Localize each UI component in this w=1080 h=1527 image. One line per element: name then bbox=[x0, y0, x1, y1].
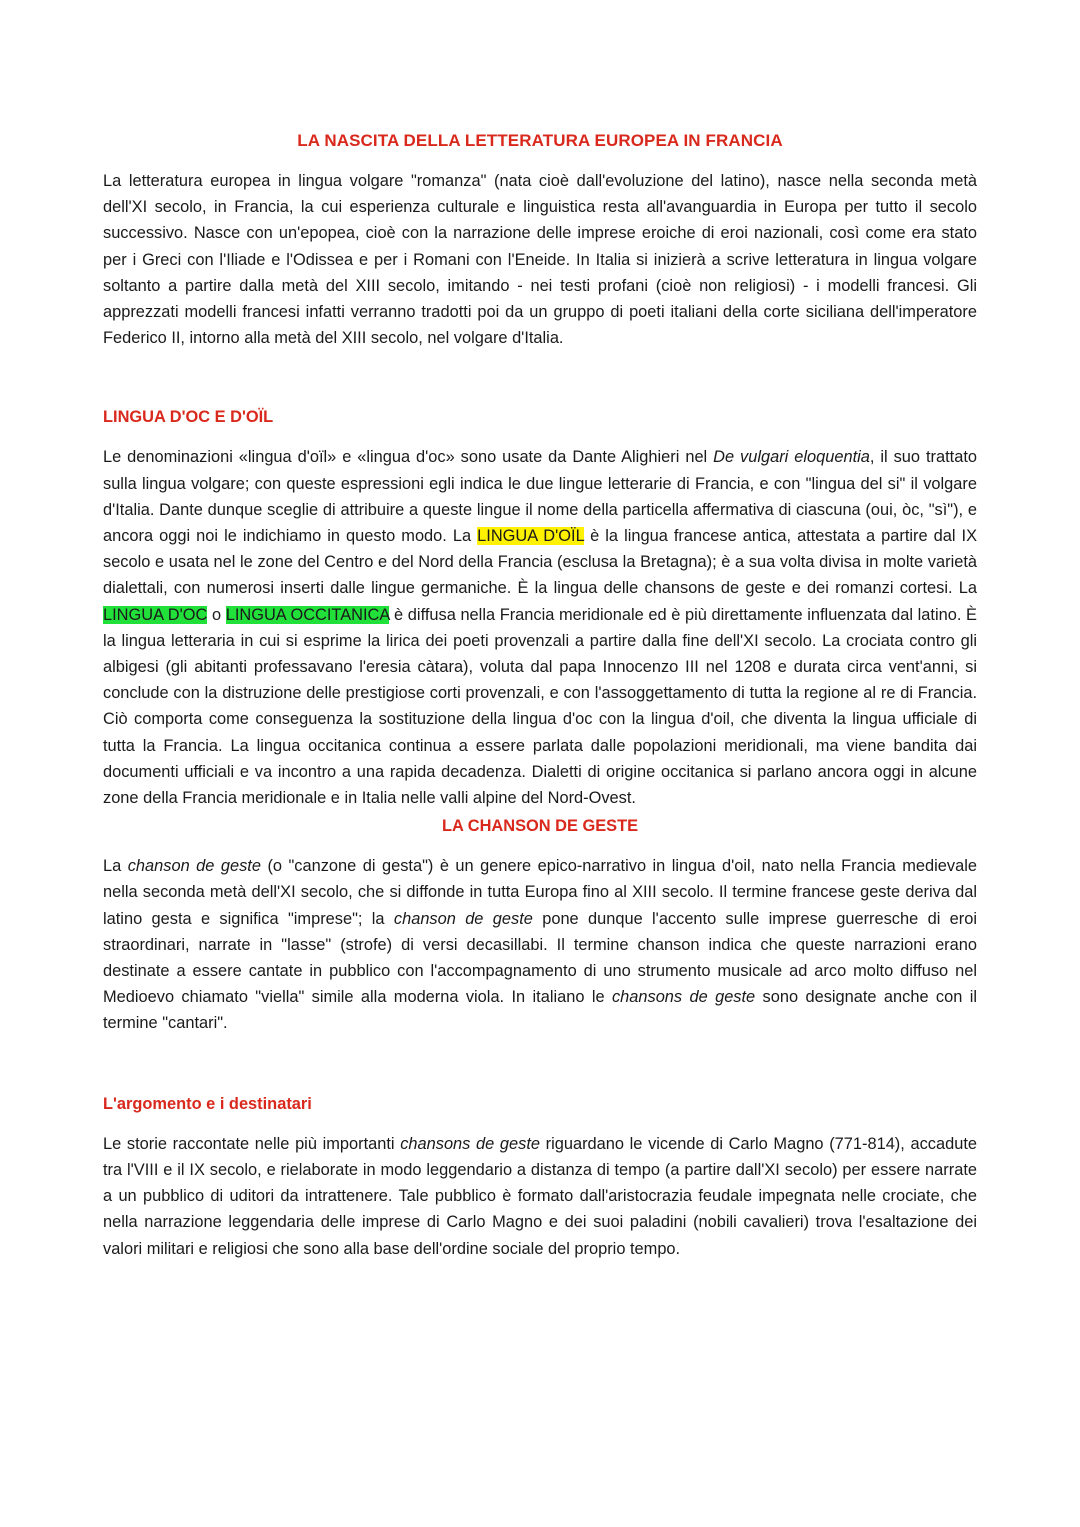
text-run: La bbox=[103, 857, 128, 876]
italic-title: De vulgari eloquentia bbox=[713, 448, 870, 467]
text-run: (o "canzone di gesta") è un genere epico-narrativo in lingua d'oil, nato nella Francia medievale nella seconda metà dell'XI secolo, che si diffonde in tutta Europa fino al XIII secolo. Il termine francese geste deriva dal latino gesta e significa "imprese"; la bbox=[103, 857, 977, 928]
text-run: è diffusa nella Francia meridionale ed è più direttamente influenzata dal latino. È la lingua letteraria in cui si esprime la lirica dei poeti provenzali a partire dalla fine dell'XI secolo. La crociata contro gli albigesi (gli abitanti professavano l'eresia càtara), voluta dal papa Innocenzo III nel 1208 e durata circa vent'anni, si conclude con la distruzione delle prestigiose corti provenzali, e con l'assoggettamento di tutta la regione al re di Francia. Ciò comporta come conseguenza la sostituzione della lingua d'oc con la lingua d'oil, che diventa la lingua ufficiale di tutta la Francia. La lingua occitanica continua a essere parlata dalle popolazioni meridionali, ma viene bandita dai documenti ufficiali e va incontro a una rapida decadenza. Dialetti di origine occitanica si parlano ancora oggi in alcune zone della Francia meridionale e in Italia nelle valli alpine del Nord-Ovest. bbox=[103, 605, 977, 808]
italic-term: chansons de geste bbox=[611, 988, 756, 1007]
chanson-paragraph bbox=[103, 853, 977, 1036]
text-run: sono designate anche con il termine "cantari". bbox=[103, 988, 978, 1033]
text-run: è la lingua francese antica, attestata a partire dal IX secolo e usata nel le zone del Centro e del Nord della Francia (esclusa la Bretagna); è a sua volta divisa in molte varietà dialettali, con numerosi inserti dalle lingue germaniche. È la lingua delle chansons de geste e dei romanzi cortesi. La bbox=[103, 527, 978, 598]
argomento-paragraph bbox=[103, 1131, 977, 1262]
text-run: , il suo trattato sulla lingua volgare; con queste espressioni egli indica le due lingue letterarie di Francia, e con "lingua del si" il volgare d'Italia. Dante dunque sceglie di attribuire a queste lingue il nome della particella affermativa di ciascuna (oui, òc, "sì"), e ancora oggi noi le indichiamo in questo modo. La bbox=[103, 448, 977, 546]
highlight-lingua-oil: LINGUA D'OÏL bbox=[477, 527, 585, 546]
highlight-lingua-occitanica: LINGUA OCCITANICA bbox=[225, 605, 390, 624]
italic-term: chanson de geste bbox=[393, 909, 533, 928]
section-heading-lingua: LINGUA D'OC E D'OÏL bbox=[103, 408, 274, 427]
text-run: o bbox=[207, 605, 226, 624]
document-title: LA NASCITA DELLA LETTERATURA EUROPEA IN FRANCIA bbox=[297, 131, 783, 150]
text-run: pone dunque l'accento sulle imprese guerresche di eroi straordinari, narrate in "lasse" (strofe) di versi decasillabi. Il termine chanson indica che queste narrazioni erano destinate a essere cantate in pubblico con l'accompagnamento di uno strumento musicale ad arco molto diffuso nel Medioevo chiamato "viella" simile alla moderna viola. In italiano le bbox=[103, 909, 978, 1007]
text-run: Le storie raccontate nelle più importanti bbox=[103, 1134, 401, 1153]
document-page bbox=[103, 128, 977, 1262]
text-run: riguardano le vicende di Carlo Magno (771-814), accadute tra l'VIII e il IX secolo, e rielaborate in modo leggendario a distanza di tempo (a partire dall'XI secolo) per essere narrate a un pubblico di uditori da intrattenere. Tale pubblico è formato dall'aristocrazia feudale impegnata nelle crociate, che nella narrazione leggendaria delle imprese di Carlo Magno e dei suoi paladini (nobili cavalieri) trova l'esaltazione dei valori militari e religiosi che sono alla base dell'ordine sociale del proprio tempo. bbox=[103, 1134, 977, 1258]
italic-term: chansons de geste bbox=[400, 1134, 540, 1153]
text-run: Le denominazioni «lingua d'oïl» e «lingua d'oc» sono usate da Dante Alighieri nel bbox=[103, 448, 714, 467]
section-heading-argomento: L'argomento e i destinatari bbox=[103, 1094, 312, 1113]
intro-paragraph: La letteratura europea in lingua volgare "romanza" (nata cioè dall'evoluzione del latino), nasce nella seconda metà dell'XI secolo, in Francia, la cui esperienza culturale e linguistica resta all'avanguardia in Europa per tutto il secolo successivo. Nasce con un'epopea, cioè con la narrazione delle imprese eroiche di eroi nazionali, così come era stato per i Greci con l'Iliade e l'Odissea e per i Romani con l'Eneide. In Italia si inizierà a scrive letteratura in lingua volgare soltanto a partire dalla metà del XIII secolo, imitando - nei testi profani (cioè non religiosi) - i modelli francesi. Gli apprezzati modelli francesi infatti verranno tradotti poi da un gruppo di poeti italiani della corte siciliana dell'imperatore Federico II, intorno alla metà del XIII secolo, nel volgare d'Italia. bbox=[103, 172, 977, 348]
highlight-lingua-oc: LINGUA D'OC bbox=[103, 605, 208, 624]
lingua-paragraph bbox=[103, 444, 977, 811]
section-heading-chanson: LA CHANSON DE GESTE bbox=[441, 817, 639, 836]
italic-term: chanson de geste bbox=[127, 857, 261, 876]
